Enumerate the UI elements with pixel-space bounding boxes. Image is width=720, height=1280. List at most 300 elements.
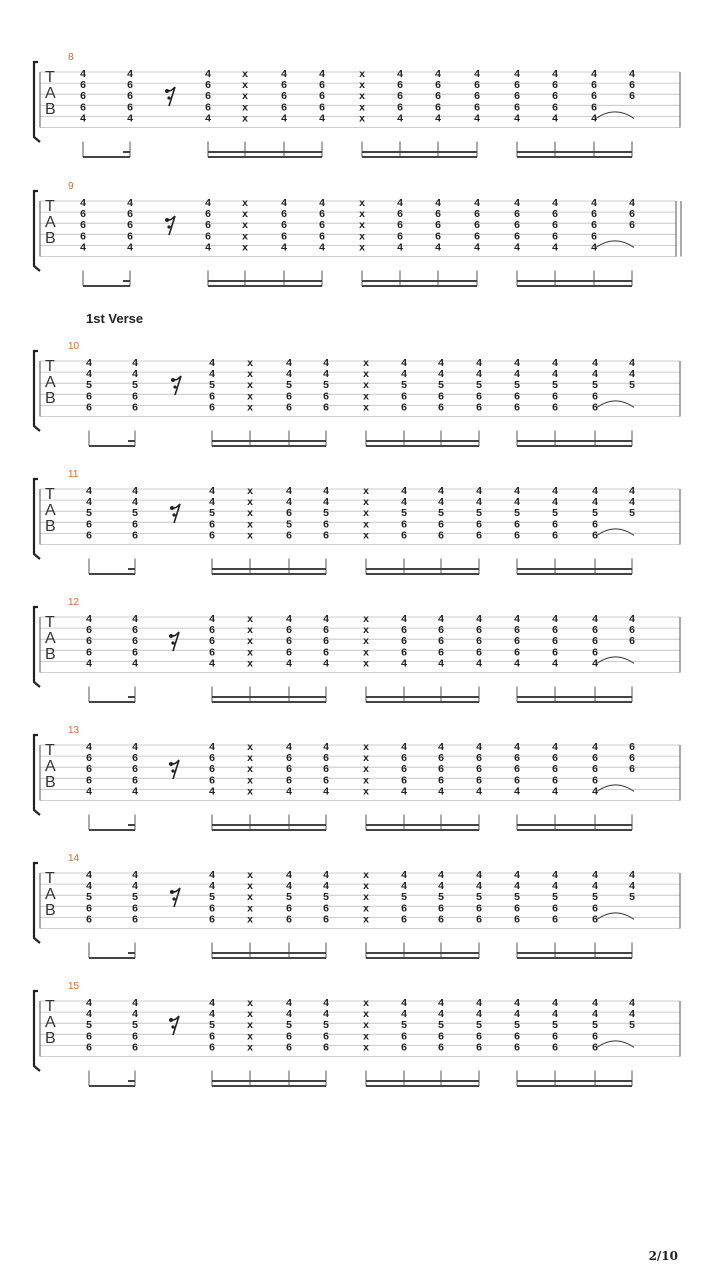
fret-number: 5 (209, 1019, 215, 1032)
fret-number: 5 (629, 379, 635, 392)
fret-number: 6 (132, 1041, 138, 1054)
fret-number: 4 (629, 357, 635, 369)
fret-number: 6 (323, 1041, 329, 1054)
fret-number: 4 (629, 197, 635, 209)
dead-note: x (363, 496, 369, 509)
fret-number: 6 (552, 913, 558, 926)
dead-note: x (247, 1008, 253, 1021)
fret-number: 6 (514, 1030, 520, 1043)
fret-number: 6 (286, 902, 292, 915)
tab-clef-letter: A (45, 886, 56, 903)
fret-number: 5 (476, 891, 482, 904)
dead-note: x (359, 241, 365, 254)
fret-number: 4 (401, 657, 407, 670)
fret-number: 6 (86, 646, 92, 659)
fret-number: 5 (438, 507, 444, 520)
fret-number: 6 (209, 752, 215, 765)
fret-number: 6 (591, 101, 597, 114)
fret-number: 4 (132, 613, 138, 625)
measure-number: 10 (68, 341, 80, 352)
fret-number: 4 (401, 785, 407, 798)
fret-number: 6 (592, 635, 598, 648)
fret-number: 4 (286, 357, 292, 369)
fret-number: 6 (323, 913, 329, 926)
fret-number: 6 (286, 646, 292, 659)
fret-number: 6 (86, 1030, 92, 1043)
fret-number: 6 (552, 635, 558, 648)
fret-number: 6 (435, 208, 441, 221)
fret-number: 4 (552, 741, 558, 753)
fret-number: 4 (132, 869, 138, 881)
dead-note: x (247, 741, 253, 753)
fret-number: 4 (323, 657, 329, 670)
fret-number: 4 (629, 997, 635, 1009)
fret-number: 6 (514, 624, 520, 637)
fret-number: 6 (591, 79, 597, 92)
fret-number: 4 (86, 485, 92, 497)
fret-number: 4 (438, 357, 444, 369)
fret-number: 4 (132, 485, 138, 497)
fret-number: 4 (323, 785, 329, 798)
fret-number: 5 (286, 379, 292, 392)
fret-number: 6 (286, 1030, 292, 1043)
fret-number: 4 (629, 1008, 635, 1021)
fret-number: 6 (629, 90, 635, 103)
fret-number: 5 (552, 1019, 558, 1032)
fret-number: 6 (514, 763, 520, 776)
fret-number: 6 (552, 208, 558, 221)
fret-number: 6 (514, 208, 520, 221)
dead-note: x (363, 401, 369, 414)
tab-clef-letter: B (45, 390, 56, 407)
measure-number: 8 (68, 52, 74, 63)
rest-dot (170, 890, 174, 894)
fret-number: 6 (514, 1041, 520, 1054)
system-bracket (34, 607, 40, 687)
fret-number: 6 (132, 774, 138, 787)
fret-number: 6 (286, 1041, 292, 1054)
fret-number: 6 (86, 1041, 92, 1054)
fret-number: 6 (629, 624, 635, 637)
fret-number: 6 (80, 90, 86, 103)
fret-number: 6 (319, 230, 325, 243)
fret-number: 4 (86, 785, 92, 798)
fret-number: 4 (401, 869, 407, 881)
fret-number: 6 (438, 763, 444, 776)
fret-number: 4 (86, 741, 92, 753)
fret-number: 4 (80, 241, 86, 254)
fret-number: 4 (209, 1008, 215, 1021)
fret-number: 4 (401, 880, 407, 893)
fret-number: 6 (435, 101, 441, 114)
fret-number: 6 (86, 390, 92, 403)
fret-number: 6 (552, 624, 558, 637)
fret-number: 5 (323, 379, 329, 392)
fret-number: 4 (205, 112, 211, 125)
fret-number: 4 (286, 785, 292, 798)
fret-number: 6 (552, 401, 558, 414)
fret-number: 6 (514, 79, 520, 92)
fret-number: 6 (132, 518, 138, 531)
fret-number: 6 (401, 529, 407, 542)
fret-number: 4 (435, 197, 441, 209)
fret-number: 4 (323, 997, 329, 1009)
fret-number: 6 (323, 646, 329, 659)
fret-number: 6 (438, 390, 444, 403)
fret-number: 5 (209, 379, 215, 392)
tab-system (34, 725, 680, 830)
tab-clef-letter: T (45, 614, 55, 631)
fret-number: 6 (552, 529, 558, 542)
fret-number: 4 (629, 880, 635, 893)
dead-note: x (247, 997, 253, 1009)
fret-number: 4 (397, 68, 403, 80)
fret-number: 6 (132, 763, 138, 776)
fret-number: 6 (319, 208, 325, 221)
fret-number: 4 (592, 869, 598, 881)
tie-arc (597, 1041, 634, 1048)
fret-number: 6 (552, 763, 558, 776)
fret-number: 4 (209, 485, 215, 497)
fret-number: 5 (438, 891, 444, 904)
fret-number: 4 (476, 485, 482, 497)
fret-number: 6 (401, 518, 407, 531)
fret-number: 5 (552, 379, 558, 392)
fret-number: 4 (132, 880, 138, 893)
fret-number: 6 (514, 90, 520, 103)
fret-number: 6 (514, 230, 520, 243)
fret-number: 4 (209, 785, 215, 798)
fret-number: 6 (323, 763, 329, 776)
fret-number: 4 (323, 1008, 329, 1021)
fret-number: 6 (514, 529, 520, 542)
fret-number: 6 (474, 208, 480, 221)
fret-number: 6 (438, 529, 444, 542)
fret-number: 4 (514, 657, 520, 670)
fret-number: 6 (514, 774, 520, 787)
fret-number: 4 (438, 368, 444, 381)
fret-number: 6 (209, 529, 215, 542)
fret-number: 4 (476, 785, 482, 798)
system-bracket (34, 479, 40, 559)
fret-number: 4 (401, 496, 407, 509)
fret-number: 6 (323, 390, 329, 403)
fret-number: 4 (476, 1008, 482, 1021)
fret-number: 4 (552, 657, 558, 670)
fret-number: 4 (592, 741, 598, 753)
fret-number: 6 (476, 913, 482, 926)
fret-number: 6 (552, 518, 558, 531)
fret-number: 6 (286, 752, 292, 765)
fret-number: 4 (592, 368, 598, 381)
fret-number: 6 (86, 529, 92, 542)
fret-number: 6 (281, 101, 287, 114)
fret-number: 4 (438, 613, 444, 625)
dead-note: x (247, 646, 253, 659)
tie-arc (597, 785, 634, 792)
fret-number: 6 (438, 518, 444, 531)
tab-clef-letter: B (45, 1030, 56, 1047)
dead-note: x (359, 79, 365, 92)
fret-number: 4 (323, 485, 329, 497)
dead-note: x (363, 613, 369, 625)
fret-number: 6 (323, 752, 329, 765)
fret-number: 6 (592, 390, 598, 403)
tab-clef-letter: A (45, 214, 56, 231)
fret-number: 5 (401, 379, 407, 392)
fret-number: 6 (438, 646, 444, 659)
fret-number: 6 (323, 529, 329, 542)
fret-number: 5 (592, 891, 598, 904)
fret-number: 6 (80, 219, 86, 232)
dead-note: x (247, 529, 253, 542)
section-label: 1st Verse (86, 311, 144, 326)
fret-number: 6 (629, 752, 635, 765)
fret-number: 6 (86, 752, 92, 765)
fret-number: 6 (476, 646, 482, 659)
fret-number: 4 (476, 741, 482, 753)
dead-note: x (247, 1019, 253, 1032)
tab-clef-letter: A (45, 502, 56, 519)
dead-note: x (247, 657, 253, 670)
fret-number: 4 (286, 741, 292, 753)
fret-number: 6 (286, 390, 292, 403)
fret-number: 6 (127, 101, 133, 114)
fret-number: 4 (86, 997, 92, 1009)
fret-number: 4 (209, 997, 215, 1009)
fret-number: 4 (80, 197, 86, 209)
fret-number: 6 (132, 752, 138, 765)
fret-number: 5 (86, 891, 92, 904)
page-number: 2/10 (648, 1249, 678, 1263)
fret-number: 4 (132, 1008, 138, 1021)
dead-note: x (247, 518, 253, 531)
rest-dot (169, 1018, 173, 1022)
fret-number: 6 (401, 1041, 407, 1054)
fret-number: 6 (514, 401, 520, 414)
fret-number: 6 (476, 401, 482, 414)
fret-number: 6 (323, 624, 329, 637)
fret-number: 6 (281, 219, 287, 232)
fret-number: 6 (132, 624, 138, 637)
fret-number: 6 (629, 635, 635, 648)
fret-number: 4 (629, 68, 635, 80)
fret-number: 5 (132, 891, 138, 904)
fret-number: 4 (132, 357, 138, 369)
measure-number: 13 (68, 725, 80, 736)
fret-number: 5 (323, 891, 329, 904)
fret-number: 6 (209, 763, 215, 776)
fret-number: 6 (476, 390, 482, 403)
fret-number: 6 (592, 624, 598, 637)
fret-number: 4 (592, 485, 598, 497)
fret-number: 6 (401, 390, 407, 403)
dead-note: x (363, 529, 369, 542)
dead-note: x (242, 68, 248, 80)
fret-number: 4 (514, 197, 520, 209)
dead-note: x (359, 219, 365, 232)
fret-number: 6 (205, 79, 211, 92)
fret-number: 4 (438, 485, 444, 497)
fret-number: 4 (435, 68, 441, 80)
fret-number: 4 (474, 112, 480, 125)
fret-number: 6 (323, 518, 329, 531)
fret-number: 4 (629, 496, 635, 509)
fret-number: 6 (209, 1030, 215, 1043)
fret-number: 6 (323, 1030, 329, 1043)
fret-number: 4 (209, 741, 215, 753)
fret-number: 6 (552, 1030, 558, 1043)
fret-number: 6 (552, 646, 558, 659)
fret-number: 6 (552, 90, 558, 103)
dead-note: x (363, 1041, 369, 1054)
dead-note: x (242, 230, 248, 243)
rest-dot (171, 378, 175, 382)
fret-number: 4 (476, 869, 482, 881)
dead-note: x (242, 101, 248, 114)
fret-number: 5 (592, 507, 598, 520)
fret-number: 4 (514, 241, 520, 254)
fret-number: 6 (435, 230, 441, 243)
dead-note: x (242, 208, 248, 221)
fret-number: 4 (209, 357, 215, 369)
fret-number: 6 (592, 518, 598, 531)
rest-dot (172, 897, 175, 900)
fret-number: 4 (281, 112, 287, 125)
system-bracket (34, 863, 40, 943)
rest-dot (171, 641, 174, 644)
fret-number: 4 (591, 197, 597, 209)
fret-number: 4 (438, 741, 444, 753)
dead-note: x (363, 379, 369, 392)
fret-number: 6 (476, 752, 482, 765)
fret-number: 6 (592, 902, 598, 915)
dead-note: x (359, 101, 365, 114)
dead-note: x (363, 357, 369, 369)
fret-number: 4 (592, 613, 598, 625)
fret-number: 5 (438, 1019, 444, 1032)
fret-number: 4 (592, 657, 598, 670)
fret-number: 4 (397, 112, 403, 125)
fret-number: 4 (86, 869, 92, 881)
fret-number: 6 (209, 518, 215, 531)
fret-number: 4 (323, 869, 329, 881)
fret-number: 5 (401, 507, 407, 520)
fret-number: 5 (132, 379, 138, 392)
fret-number: 4 (80, 112, 86, 125)
fret-number: 4 (127, 112, 133, 125)
fret-number: 4 (592, 880, 598, 893)
tab-system (34, 853, 680, 958)
tab-clef-letter: B (45, 646, 56, 663)
fret-number: 5 (514, 507, 520, 520)
measure-number: 12 (68, 597, 80, 608)
rest-dot (169, 762, 173, 766)
fret-number: 6 (80, 101, 86, 114)
fret-number: 6 (592, 774, 598, 787)
dead-note: x (363, 763, 369, 776)
fret-number: 6 (286, 529, 292, 542)
fret-number: 6 (209, 1041, 215, 1054)
fret-number: 4 (438, 657, 444, 670)
fret-number: 6 (592, 1030, 598, 1043)
tab-system (34, 981, 680, 1086)
fret-number: 6 (476, 763, 482, 776)
system-bracket (34, 191, 40, 271)
fret-number: 6 (205, 101, 211, 114)
fret-number: 4 (476, 997, 482, 1009)
fret-number: 6 (438, 1030, 444, 1043)
tie-arc (597, 657, 634, 664)
fret-number: 4 (552, 880, 558, 893)
fret-number: 4 (438, 1008, 444, 1021)
fret-number: 4 (401, 613, 407, 625)
dead-note: x (242, 241, 248, 254)
fret-number: 6 (209, 635, 215, 648)
fret-number: 6 (80, 79, 86, 92)
fret-number: 6 (209, 390, 215, 403)
fret-number: 6 (438, 635, 444, 648)
fret-number: 5 (438, 379, 444, 392)
fret-number: 4 (474, 241, 480, 254)
fret-number: 6 (438, 902, 444, 915)
dead-note: x (247, 1030, 253, 1043)
tab-clef-letter: A (45, 758, 56, 775)
fret-number: 4 (401, 741, 407, 753)
fret-number: 6 (401, 752, 407, 765)
fret-number: 6 (397, 90, 403, 103)
dead-note: x (363, 635, 369, 648)
rest-dot (167, 96, 170, 99)
fret-number: 6 (281, 79, 287, 92)
fret-number: 6 (323, 401, 329, 414)
dead-note: x (242, 197, 248, 209)
fret-number: 4 (319, 197, 325, 209)
fret-number: 4 (514, 496, 520, 509)
fret-number: 5 (514, 379, 520, 392)
fret-number: 4 (401, 997, 407, 1009)
fret-number: 6 (132, 646, 138, 659)
fret-number: 4 (552, 869, 558, 881)
fret-number: 4 (474, 68, 480, 80)
fret-number: 6 (514, 635, 520, 648)
fret-number: 6 (474, 79, 480, 92)
dead-note: x (363, 913, 369, 926)
fret-number: 4 (323, 357, 329, 369)
dead-note: x (363, 869, 369, 881)
rest-dot (172, 513, 175, 516)
fret-number: 4 (319, 112, 325, 125)
fret-number: 4 (209, 613, 215, 625)
fret-number: 4 (438, 869, 444, 881)
fret-number: 6 (319, 101, 325, 114)
fret-number: 5 (132, 507, 138, 520)
fret-number: 4 (552, 68, 558, 80)
fret-number: 4 (286, 880, 292, 893)
tab-system (34, 341, 680, 446)
fret-number: 6 (514, 101, 520, 114)
fret-number: 4 (552, 613, 558, 625)
fret-number: 4 (132, 785, 138, 798)
fret-number: 5 (629, 507, 635, 520)
dead-note: x (359, 68, 365, 80)
fret-number: 6 (132, 635, 138, 648)
fret-number: 4 (552, 241, 558, 254)
fret-number: 6 (514, 913, 520, 926)
fret-number: 6 (591, 208, 597, 221)
fret-number: 4 (476, 613, 482, 625)
dead-note: x (363, 485, 369, 497)
